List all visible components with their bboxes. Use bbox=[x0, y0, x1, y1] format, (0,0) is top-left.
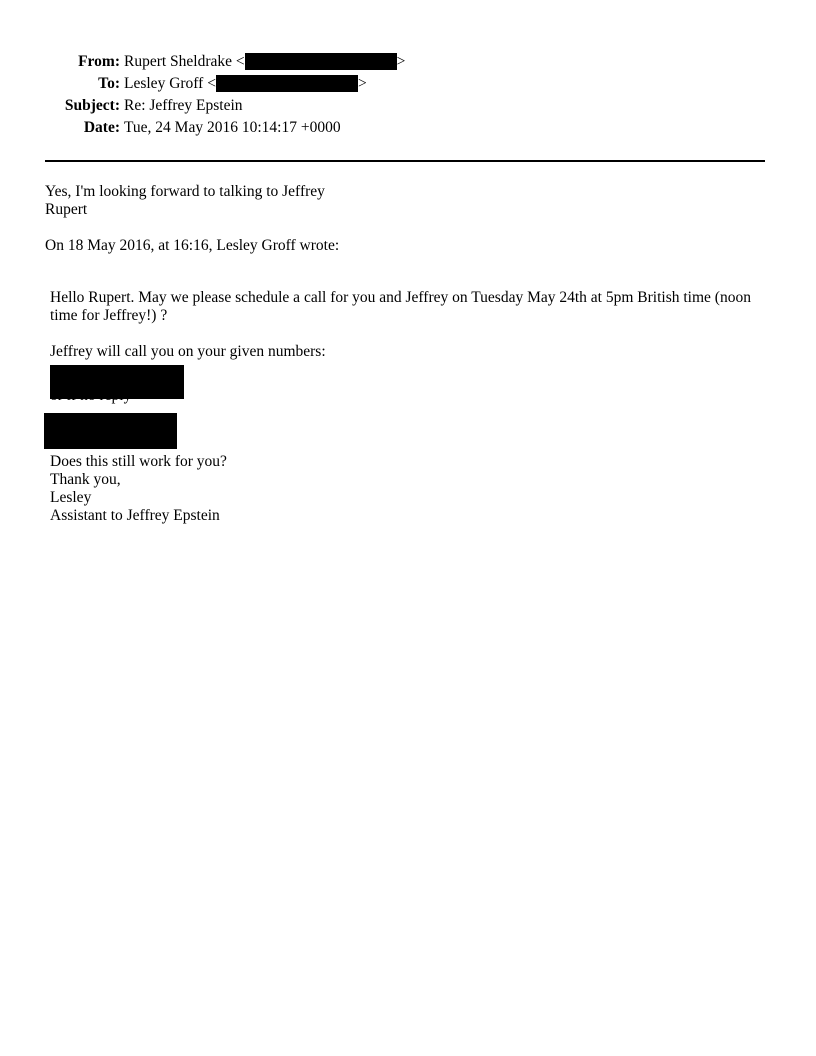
from-label: From: bbox=[78, 53, 120, 70]
subject-label: Subject: bbox=[64, 97, 120, 114]
from-close: > bbox=[396, 53, 406, 70]
subject-row bbox=[0, 97, 816, 119]
signoff-thanks: Thank you, bbox=[50, 471, 121, 488]
signoff-name: Lesley bbox=[50, 489, 92, 506]
quoted-paragraph-request: Hello Rupert. May we please schedule a call for you and Jeffrey on Tuesday May 24th at 5pm British time (noon time for Jeffrey!) ? bbox=[50, 289, 751, 324]
to-name: Lesley Groff < bbox=[124, 75, 216, 92]
to-close: > bbox=[357, 75, 367, 92]
reply-line: Yes, I'm looking forward to talking to Jeffrey bbox=[45, 183, 325, 200]
phone-numbers-block bbox=[50, 343, 770, 453]
header-divider bbox=[45, 160, 765, 162]
redaction-to-email bbox=[216, 75, 358, 92]
date-label: Date: bbox=[83, 119, 120, 136]
to-row bbox=[0, 75, 816, 97]
from-name: Rupert Sheldrake < bbox=[124, 53, 245, 70]
email-header bbox=[0, 53, 816, 141]
from-row bbox=[0, 53, 816, 75]
reply-signature: Rupert bbox=[45, 201, 88, 218]
redaction-phone-2 bbox=[44, 413, 177, 449]
from-value bbox=[124, 53, 405, 71]
quoted-paragraph-numbers: Jeffrey will call you on your given numbers: bbox=[50, 343, 326, 360]
quote-attribution: On 18 May 2016, at 16:16, Lesley Groff wrote: bbox=[45, 237, 340, 254]
signoff-title: Assistant to Jeffrey Epstein bbox=[50, 507, 220, 524]
subject-value: Re: Jeffrey Epstein bbox=[124, 97, 243, 114]
or-if-no-reply-text: or if no reply bbox=[50, 387, 132, 404]
date-row bbox=[0, 119, 816, 141]
to-value bbox=[124, 75, 367, 93]
redaction-from-email bbox=[245, 53, 397, 70]
date-value: Tue, 24 May 2016 10:14:17 +0000 bbox=[124, 119, 341, 136]
to-label: To: bbox=[98, 75, 120, 92]
quoted-message bbox=[50, 289, 770, 525]
reply-body bbox=[45, 183, 765, 219]
quoted-question: Does this still work for you? bbox=[50, 453, 227, 470]
